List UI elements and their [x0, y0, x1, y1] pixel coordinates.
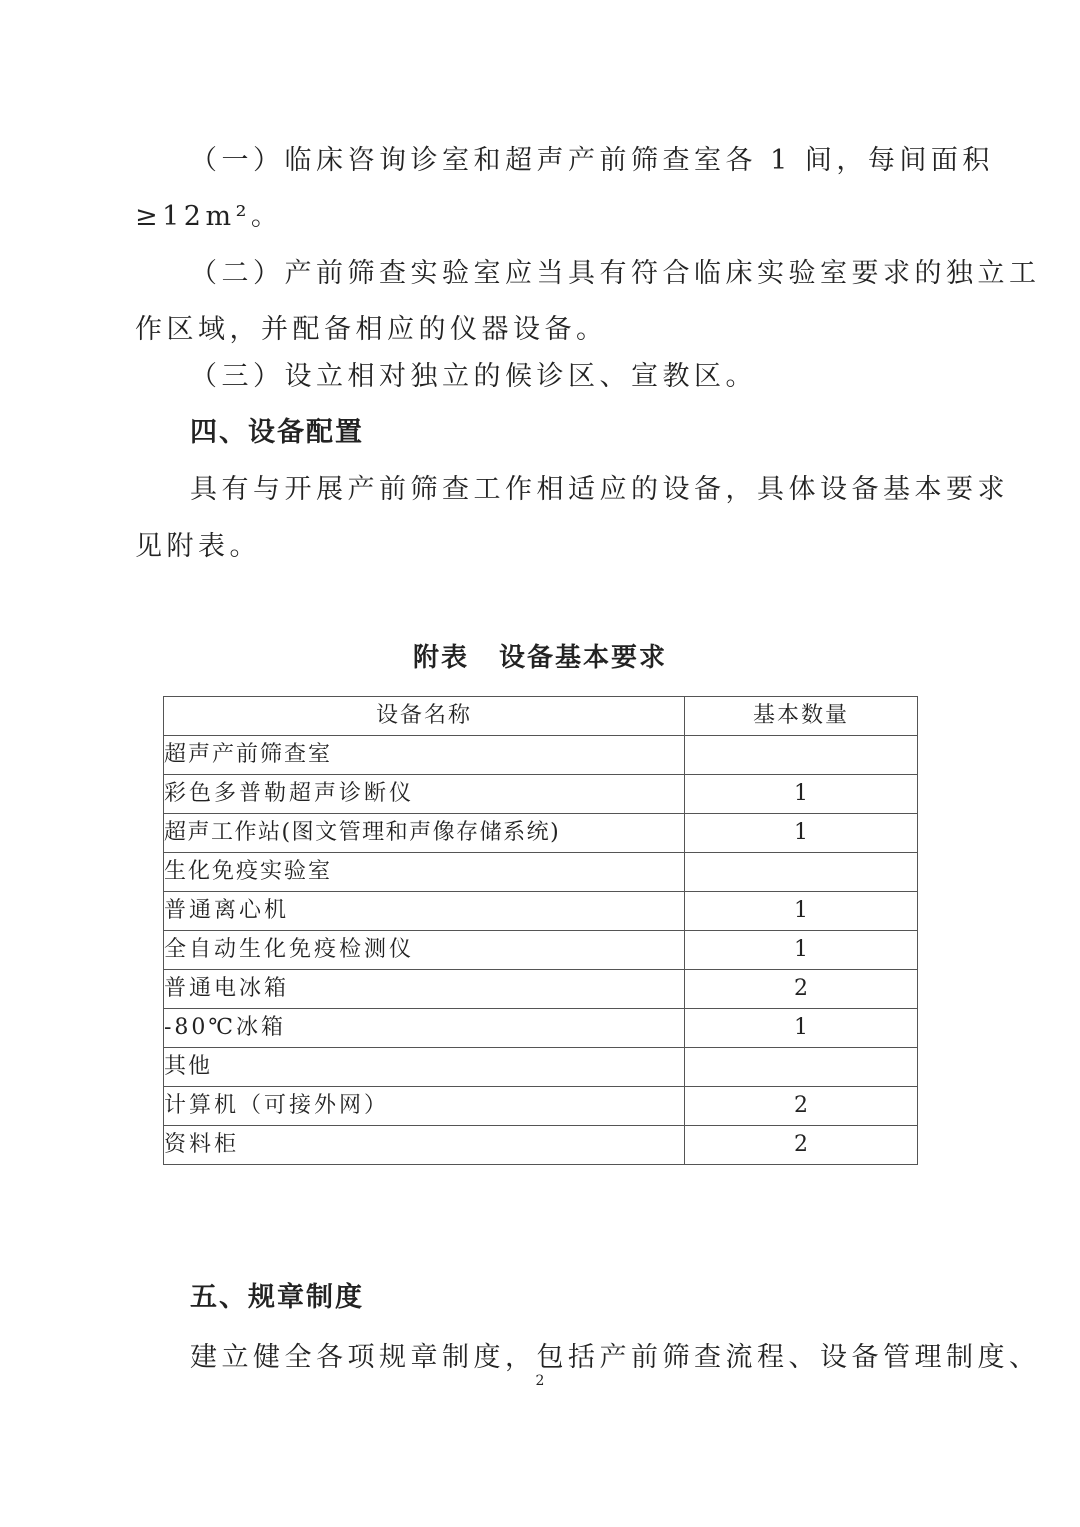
quantity-cell: 2: [685, 970, 918, 1009]
quantity-cell: [685, 736, 918, 775]
equipment-name-cell: 彩色多普勒超声诊断仪: [164, 775, 685, 814]
paragraph-4-line-1: 具有与开展产前筛查工作相适应的设备，具体设备基本要求: [190, 474, 1009, 505]
table-row: [164, 1009, 918, 1048]
equipment-name-cell: 普通电冰箱: [164, 970, 685, 1009]
table-caption-label: 附表: [412, 643, 469, 673]
table-row: [164, 853, 918, 892]
quantity-cell: [685, 1048, 918, 1087]
category-cell: 其他: [164, 1048, 685, 1087]
paragraph-2-line-2: 作区域，并配备相应的仪器设备。: [135, 314, 608, 345]
table-row: [164, 892, 918, 931]
paragraph-1-line-1: （一）临床咨询诊室和超声产前筛查室各 1 间，每间面积: [190, 145, 994, 176]
quantity-cell: [685, 853, 918, 892]
quantity-cell: 1: [685, 892, 918, 931]
category-cell: 生化免疫实验室: [164, 853, 685, 892]
table-row: [164, 814, 918, 853]
equipment-name-cell: 全自动生化免疫检测仪: [164, 931, 685, 970]
equipment-name-cell: 超声工作站(图文管理和声像存储系统): [164, 814, 685, 853]
equipment-table: [163, 696, 918, 1165]
equipment-name-cell: -80℃冰箱: [164, 1009, 685, 1048]
quantity-cell: 2: [685, 1126, 918, 1165]
table-row: [164, 970, 918, 1009]
paragraph-5-line-1: 建立健全各项规章制度，包括产前筛查流程、设备管理制度、: [190, 1342, 1041, 1373]
table-header-row: [164, 697, 918, 736]
paragraph-3-line-1: （三）设立相对独立的候诊区、宣教区。: [190, 361, 757, 392]
equipment-name-cell: 普通离心机: [164, 892, 685, 931]
quantity-cell: 1: [685, 931, 918, 970]
table-caption-title: 设备基本要求: [499, 643, 668, 673]
category-cell: 超声产前筛查室: [164, 736, 685, 775]
table-row: [164, 1087, 918, 1126]
equipment-name-cell: 资料柜: [164, 1126, 685, 1165]
table-row: [164, 1048, 918, 1087]
header-quantity: 基本数量: [685, 697, 918, 736]
table-row: [164, 1126, 918, 1165]
table-caption: [0, 640, 1080, 676]
quantity-cell: 1: [685, 1009, 918, 1048]
table-row: [164, 775, 918, 814]
quantity-cell: 1: [685, 775, 918, 814]
paragraph-4-line-2: 见附表。: [135, 531, 261, 562]
table-row: [164, 931, 918, 970]
paragraph-1-line-2: ≥12m²。: [135, 201, 283, 232]
quantity-cell: 1: [685, 814, 918, 853]
header-equipment-name: 设备名称: [164, 697, 685, 736]
paragraph-2-line-1: （二）产前筛查实验室应当具有符合临床实验室要求的独立工: [190, 258, 1041, 289]
page-number: 2: [535, 1373, 545, 1389]
section-5-heading: 五、规章制度: [190, 1282, 364, 1313]
table-row: [164, 736, 918, 775]
section-4-heading: 四、设备配置: [190, 417, 364, 448]
equipment-name-cell: 计算机（可接外网）: [164, 1087, 685, 1126]
quantity-cell: 2: [685, 1087, 918, 1126]
